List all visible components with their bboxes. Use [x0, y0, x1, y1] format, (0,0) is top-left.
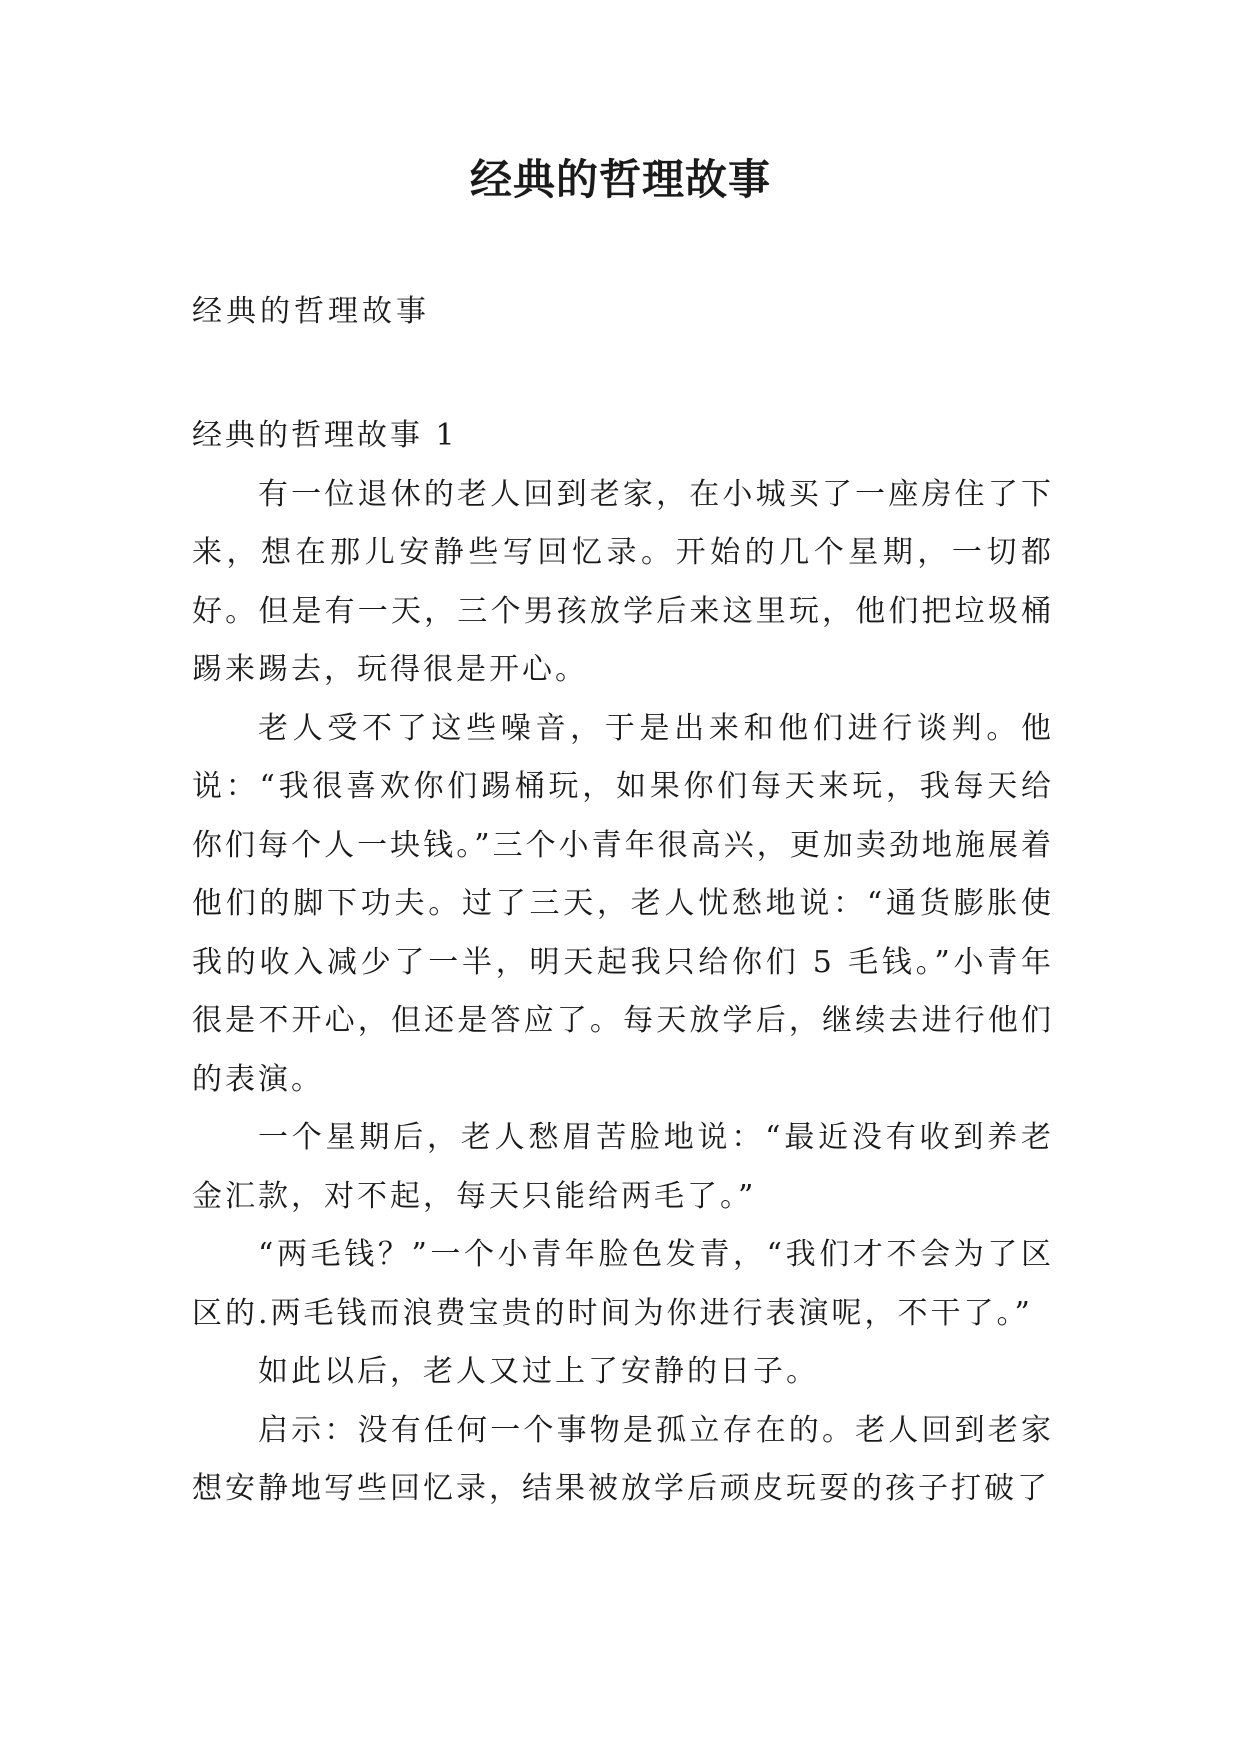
paragraph: “两毛钱？”一个小青年脸色发青，“我们才不会为了区区的.两毛钱而浪费宝贵的时间为你进行表演呢，不干了。”: [192, 1237, 1054, 1331]
document-subtitle: 经典的哲理故事: [192, 294, 430, 329]
paragraph: 启示：没有任何一个事物是孤立存在的。老人回到老家想安静地写些回忆录，结果被放学后顽皮玩耍的孩子打破了: [192, 1412, 1054, 1506]
paragraph: 一个星期后，老人愁眉苦脸地说：“最近没有收到养老金汇款，对不起，每天只能给两毛了。”: [192, 1120, 1054, 1214]
paragraph: 有一位退休的老人回到老家，在小城买了一座房住了下来，想在那儿安静些写回忆录。开始的几个星期，一切都好。但是有一天，三个男孩放学后来这里玩，他们把垃圾桶踢来踢去，玩得很是开心。: [192, 476, 1054, 687]
document-body: [192, 407, 1054, 1519]
paragraph: 如此以后，老人又过上了安静的日子。: [258, 1354, 819, 1389]
document-title: 经典的哲理故事: [469, 155, 771, 204]
paragraph: 老人受不了这些噪音，于是出来和他们进行谈判。他说：“我很喜欢你们踢桶玩，如果你们每天来玩，我每天给你们每个人一块钱。”三个小青年很高兴，更加卖劲地施展着他们的脚下功夫。过了三天，老人忧愁地说：“通货膨胀使我的收入减少了一半，明天起我只给你们 5 毛钱。”小青年很是不开心，但还是答应了。每天放学后，继续去进行他们的表演。: [192, 710, 1054, 1097]
section-heading: 经典的哲理故事 1: [192, 418, 458, 453]
